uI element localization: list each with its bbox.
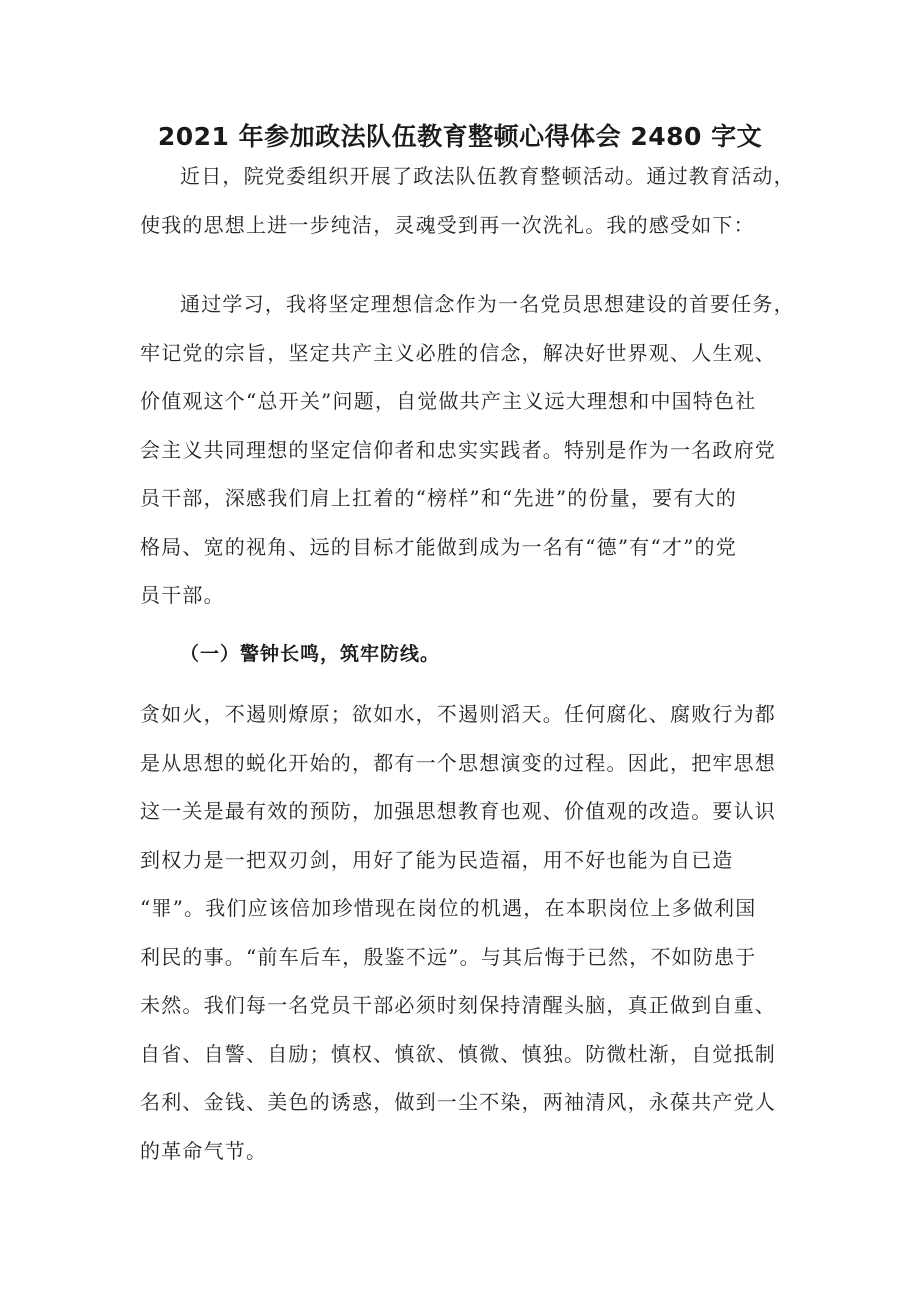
text-line: 贪如火，不遏则燎原；欲如水，不遏则滔天。任何腐化、腐败行为都 — [140, 702, 776, 726]
text-line: 未然。我们每一名党员干部必须时刻保持清醒头脑，真正做到自重、 — [140, 993, 776, 1017]
text-line: 利民的事。“前车后车，殷鉴不远”。与其后悔于已然，不如防患于 — [140, 944, 757, 969]
text-line: 价值观这个“总开关”问题，自觉做共产主义远大理想和中国特色社 — [140, 389, 757, 413]
paragraph-intro — [140, 152, 795, 249]
text-line: 通过学习，我将坚定理想信念作为一名党员思想建设的首要任务， — [180, 292, 795, 316]
text-line: 的革命气节。 — [140, 1138, 268, 1163]
paragraph-warning — [140, 690, 785, 1175]
text-line: “罪”。我们应该倍加珍惜现在岗位的机遇，在本职岗位上多做利国 — [140, 896, 757, 920]
text-line: 员干部，深感我们肩上扛着的“榜样”和“先进”的份量，要有大的 — [140, 486, 737, 510]
text-line: 到权力是一把双刃剑，用好了能为民造福，用不好也能为自已造 — [140, 847, 734, 872]
text-line: 自省、自警、自励；慎权、慎欲、慎微、慎独。防微杜渐，自觉抵制 — [140, 1041, 776, 1066]
text-line: 员干部。 — [140, 583, 225, 607]
text-line: 牢记党的宗旨，坚定共产主义必胜的信念，解决好世界观、人生观、 — [140, 340, 776, 365]
text-line: 是从思想的蜕化开始的，都有一个思想演变的过程。因此，把牢思想 — [140, 750, 776, 775]
text-line: 名利、金钱、美色的诱惑，做到一尘不染，两袖清风，永葆共产党人 — [140, 1090, 776, 1114]
text-line: 这一关是最有效的预防，加强思想教育也观、价值观的改造。要认识 — [140, 799, 776, 823]
document-title: 2021 年参加政法队伍教育整顿心得体会 2480 字文 — [157, 122, 763, 151]
text-line: 使我的思想上进一步纯洁，灵魂受到再一次洗礼。我的感受如下： — [140, 212, 755, 237]
text-line: 格局、宽的视角、远的目标才能做到成为一名有“德”有“才”的党 — [140, 534, 737, 559]
text-line: 近日，院党委组织开展了政法队伍教育整顿活动。通过教育活动， — [180, 164, 795, 188]
paragraph-study — [140, 280, 795, 620]
text-line: 会主义共同理想的坚定信仰者和忠实实践者。特别是作为一名政府党 — [140, 437, 776, 462]
section-heading: （一）警钟长鸣，筑牢防线。 — [180, 643, 441, 665]
